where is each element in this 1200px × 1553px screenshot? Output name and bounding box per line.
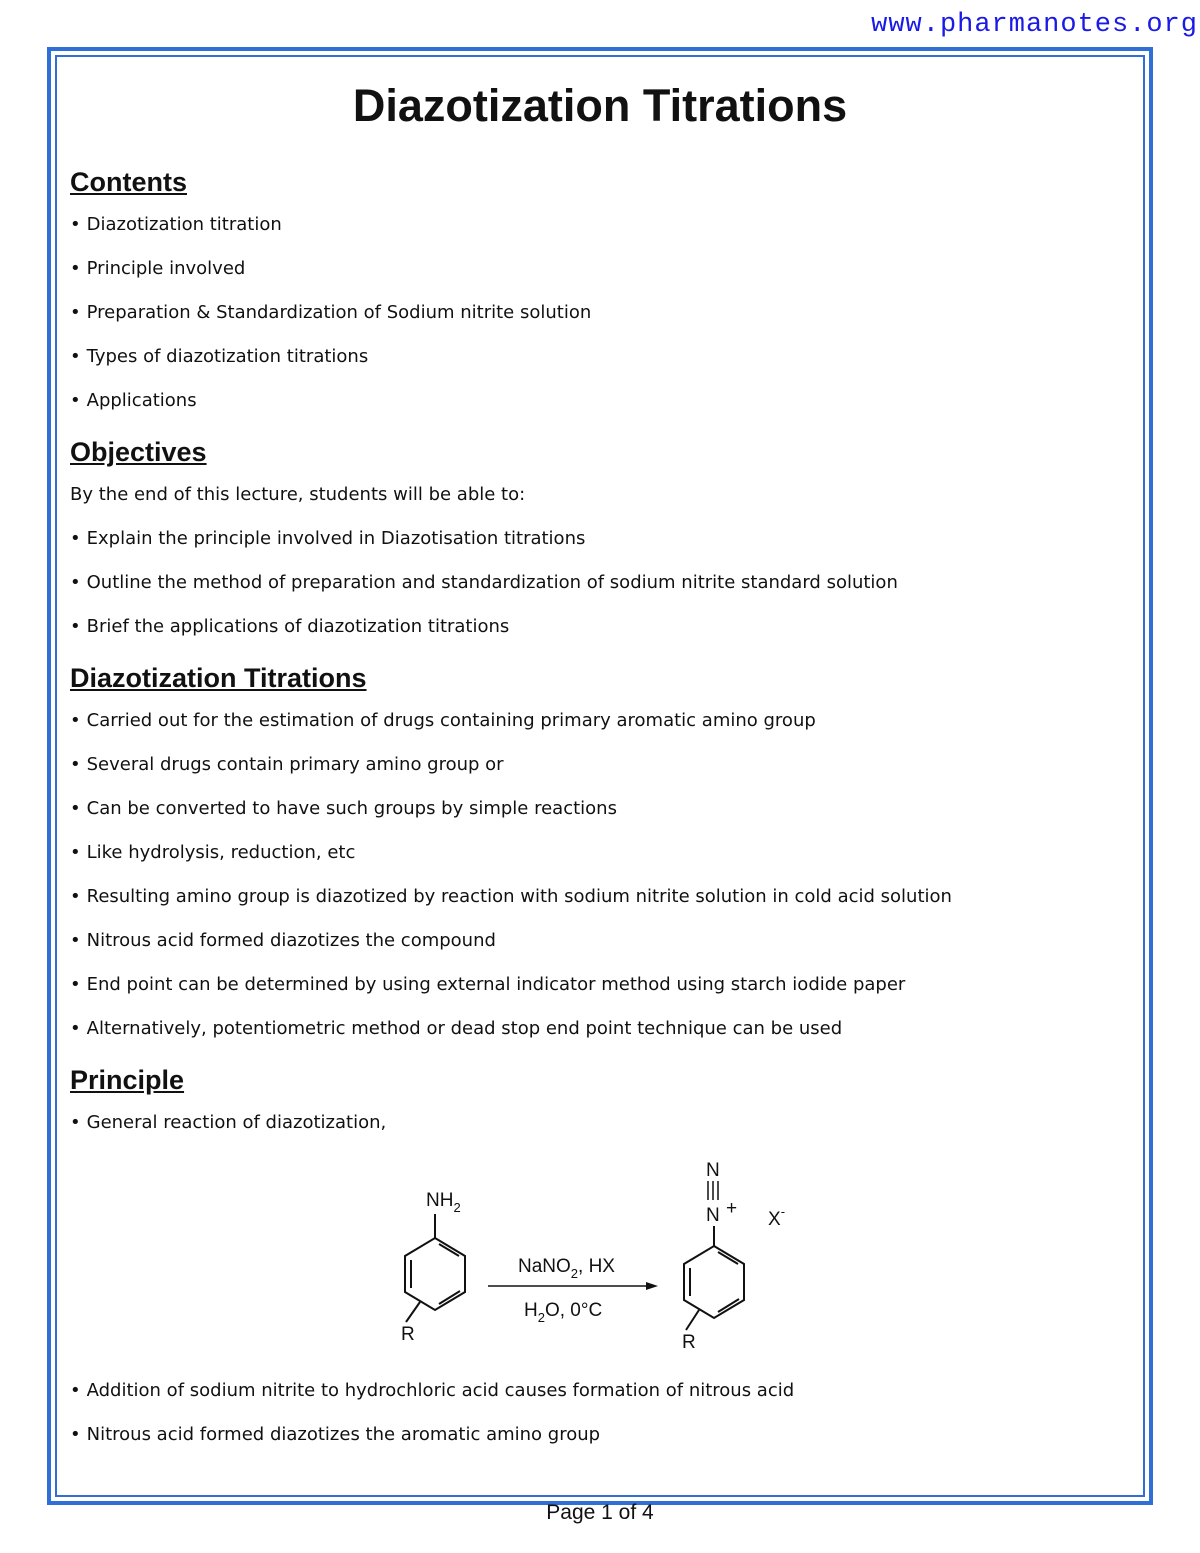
principle-heading: Principle: [70, 1065, 185, 1095]
list-item: • Like hydrolysis, reduction, etc: [70, 842, 1130, 864]
list-item: • Applications: [70, 390, 1130, 412]
page-number: Page 1 of 4: [546, 1501, 654, 1524]
principle-intro-list: [70, 1112, 1130, 1134]
diazotization-heading: Diazotization Titrations: [70, 663, 367, 693]
list-item: • Principle involved: [70, 258, 1130, 280]
principle-list: [70, 1380, 1130, 1446]
list-item: • Nitrous acid formed diazotizes the aromatic amino group: [70, 1424, 1130, 1446]
product-charge: +: [726, 1198, 738, 1219]
triple-bond: [708, 1181, 718, 1200]
counter-ion: X-: [768, 1204, 786, 1230]
reactant-substituent: R: [401, 1324, 415, 1345]
product-r-bond: [686, 1310, 699, 1330]
document-body: [70, 78, 1130, 1468]
list-item: • Can be converted to have such groups by simple reactions: [70, 798, 1130, 820]
reaction-diagram: [70, 1134, 1130, 1374]
list-item: • Outline the method of preparation and standardization of sodium nitrite standard solution: [70, 572, 1130, 594]
document-title: Diazotization Titrations: [352, 80, 848, 131]
list-item: • Nitrous acid formed diazotizes the compound: [70, 930, 1130, 952]
list-item: • Resulting amino group is diazotized by reaction with sodium nitrite solution in cold acid solution: [70, 886, 1130, 908]
site-url[interactable]: www.pharmanotes.org: [871, 10, 1198, 40]
list-item: • Alternatively, potentiometric method or dead stop end point technique can be used: [70, 1018, 1130, 1040]
contents-heading: Contents: [70, 167, 187, 197]
product-benzene-ring: [684, 1246, 744, 1318]
reagent-bottom: $H_2O$, 0°C: [524, 1300, 603, 1325]
diazotization-list: [70, 710, 1130, 1040]
product-nitrogen: N: [706, 1205, 720, 1226]
product-terminal-nitrogen: N: [706, 1160, 720, 1181]
reactant-benzene-ring: [405, 1238, 465, 1310]
list-item: • Several drugs contain primary amino group or: [70, 754, 1130, 776]
list-item: • Explain the principle involved in Diazotisation titrations: [70, 528, 1130, 550]
contents-list: [70, 214, 1130, 412]
objectives-list: [70, 528, 1130, 638]
objectives-intro: By the end of this lecture, students will be able to:: [70, 484, 526, 505]
list-item: • Brief the applications of diazotization titrations: [70, 616, 1130, 638]
list-item: • General reaction of diazotization,: [70, 1112, 1130, 1134]
list-item: • Diazotization titration: [70, 214, 1130, 236]
list-item: • Types of diazotization titrations: [70, 346, 1130, 368]
reaction-arrow-head: [646, 1282, 658, 1290]
reaction-scheme: [70, 1134, 1130, 1374]
list-item: • Carried out for the estimation of drugs containing primary aromatic amino group: [70, 710, 1130, 732]
list-item: • End point can be determined by using external indicator method using starch iodide paper: [70, 974, 1130, 996]
reactant-amino-group: $NH_2$: [426, 1190, 461, 1215]
objectives-heading: Objectives: [70, 437, 207, 467]
reactant-r-bond: [406, 1302, 420, 1322]
product-substituent: R: [682, 1332, 696, 1353]
list-item: • Preparation & Standardization of Sodium nitrite solution: [70, 302, 1130, 324]
list-item: • Addition of sodium nitrite to hydrochloric acid causes formation of nitrous acid: [70, 1380, 1130, 1402]
reagent-top: NaNO$_2$, HX: [518, 1256, 615, 1281]
